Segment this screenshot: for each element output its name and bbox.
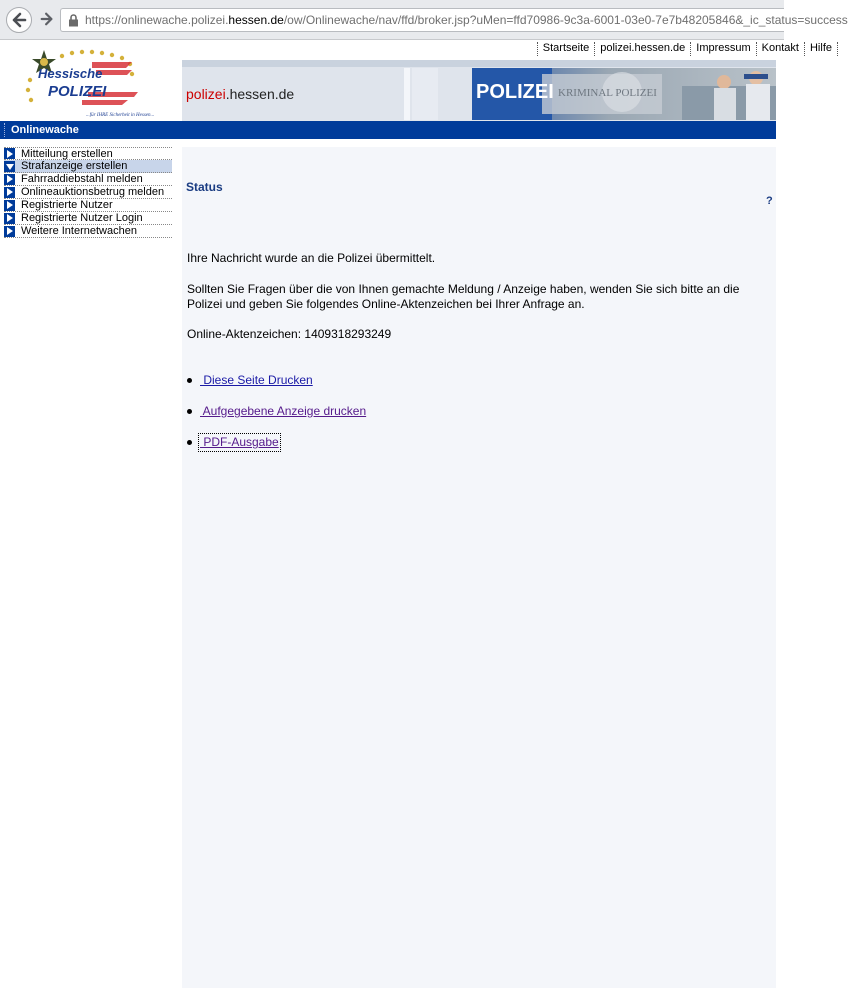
arrow-right-icon	[4, 174, 15, 185]
lock-icon	[68, 14, 79, 27]
top-link-hilfe[interactable]: Hilfe	[804, 42, 838, 56]
sidebar-item-label: Registrierte Nutzer	[21, 199, 113, 211]
list-item	[187, 435, 366, 466]
banner-top-stripe	[182, 60, 776, 67]
sidebar-item-label: Mitteilung erstellen	[21, 147, 113, 160]
sidebar-item-nutzer-login[interactable]	[4, 212, 172, 225]
section-title[interactable]: Onlinewache	[4, 123, 79, 137]
sidebar-item-label: Fahrraddiebstahl melden	[21, 173, 143, 185]
sidebar-item-label: Registrierte Nutzer Login	[21, 212, 143, 224]
top-link-polizei-hessen[interactable]: polizei.hessen.de	[594, 42, 690, 56]
url-text: https://onlinewache.polizei.hessen.de/ow/Onlinewache/nav/ffd/broker.jsp?uMen=ffd70986-9c3a-6001-03e0-7e7b48205846&_ic_status=success	[85, 13, 848, 27]
forward-button[interactable]	[36, 8, 58, 30]
arrow-right-icon	[4, 226, 15, 237]
arrow-right-icon	[4, 213, 15, 224]
confirmation-message: Ihre Nachricht wurde an die Polizei übermittelt.	[187, 251, 436, 265]
svg-text:...für IHRE Sicherheit in Hess: ...für IHRE Sicherheit in Hessen...	[86, 113, 155, 118]
svg-text:POLIZEI: POLIZEI	[476, 81, 554, 103]
bullet-icon	[187, 378, 192, 383]
hessische-polizei-logo[interactable]	[22, 48, 154, 120]
sidebar-item-strafanzeige[interactable]	[4, 160, 172, 173]
sidebar-item-registrierte-nutzer[interactable]	[4, 199, 172, 212]
pdf-output-link[interactable]: PDF-Ausgabe	[200, 435, 279, 449]
top-link-startseite[interactable]: Startseite	[537, 42, 594, 56]
site-brand[interactable]: polizei.hessen.de	[186, 86, 295, 102]
sidebar	[4, 147, 172, 238]
main-content	[182, 147, 776, 988]
arrow-right-icon	[40, 12, 54, 26]
browser-toolbar	[0, 0, 848, 40]
section-nav-bar	[0, 121, 776, 139]
sidebar-item-label: Onlineauktionsbetrug melden	[21, 186, 165, 198]
arrow-right-icon	[4, 148, 15, 159]
svg-text:POLIZEI: POLIZEI	[48, 83, 107, 100]
list-item	[187, 404, 366, 435]
banner-divider	[404, 68, 410, 120]
print-report-link[interactable]: Aufgegebene Anzeige drucken	[200, 404, 367, 418]
bullet-icon	[187, 409, 192, 414]
sidebar-item-onlineauktionsbetrug[interactable]	[4, 186, 172, 199]
sidebar-item-label: Weitere Internetwachen	[21, 225, 137, 237]
list-item	[187, 373, 366, 404]
svg-text:Hessische: Hessische	[38, 66, 103, 81]
top-link-impressum[interactable]: Impressum	[690, 42, 755, 56]
bullet-icon	[187, 440, 192, 445]
arrow-right-icon	[4, 187, 15, 198]
top-links	[537, 42, 838, 56]
aktenzeichen-text: Online-Aktenzeichen: 1409318293249	[187, 327, 392, 341]
instructions-text: Sollten Sie Fragen über die von Ihnen gemachte Meldung / Anzeige haben, wenden Sie sich bitte an die Polizei und geben Sie folgendes Online-Aktenzeichen bei Ihrer Anfrage an.	[187, 282, 740, 311]
address-bar[interactable]	[60, 8, 848, 32]
arrow-left-icon	[11, 12, 27, 28]
top-link-kontakt[interactable]: Kontakt	[756, 42, 804, 56]
banner-photo	[472, 68, 776, 120]
help-icon[interactable]: ?	[766, 195, 773, 207]
svg-text:KRIMINAL POLIZEI: KRIMINAL POLIZEI	[558, 87, 657, 99]
action-links	[187, 373, 366, 466]
arrow-right-icon	[4, 200, 15, 211]
arrow-down-icon	[4, 161, 15, 172]
banner-divider-2	[412, 68, 438, 120]
sidebar-item-mitteilung[interactable]	[4, 147, 172, 160]
sidebar-item-weitere-internetwachen[interactable]	[4, 225, 172, 238]
page-title: Status	[186, 180, 223, 194]
sidebar-item-fahrraddiebstahl[interactable]	[4, 173, 172, 186]
back-button[interactable]	[6, 7, 32, 33]
print-page-link[interactable]: Diese Seite Drucken	[200, 373, 313, 387]
sidebar-item-label: Strafanzeige erstellen	[21, 160, 128, 172]
